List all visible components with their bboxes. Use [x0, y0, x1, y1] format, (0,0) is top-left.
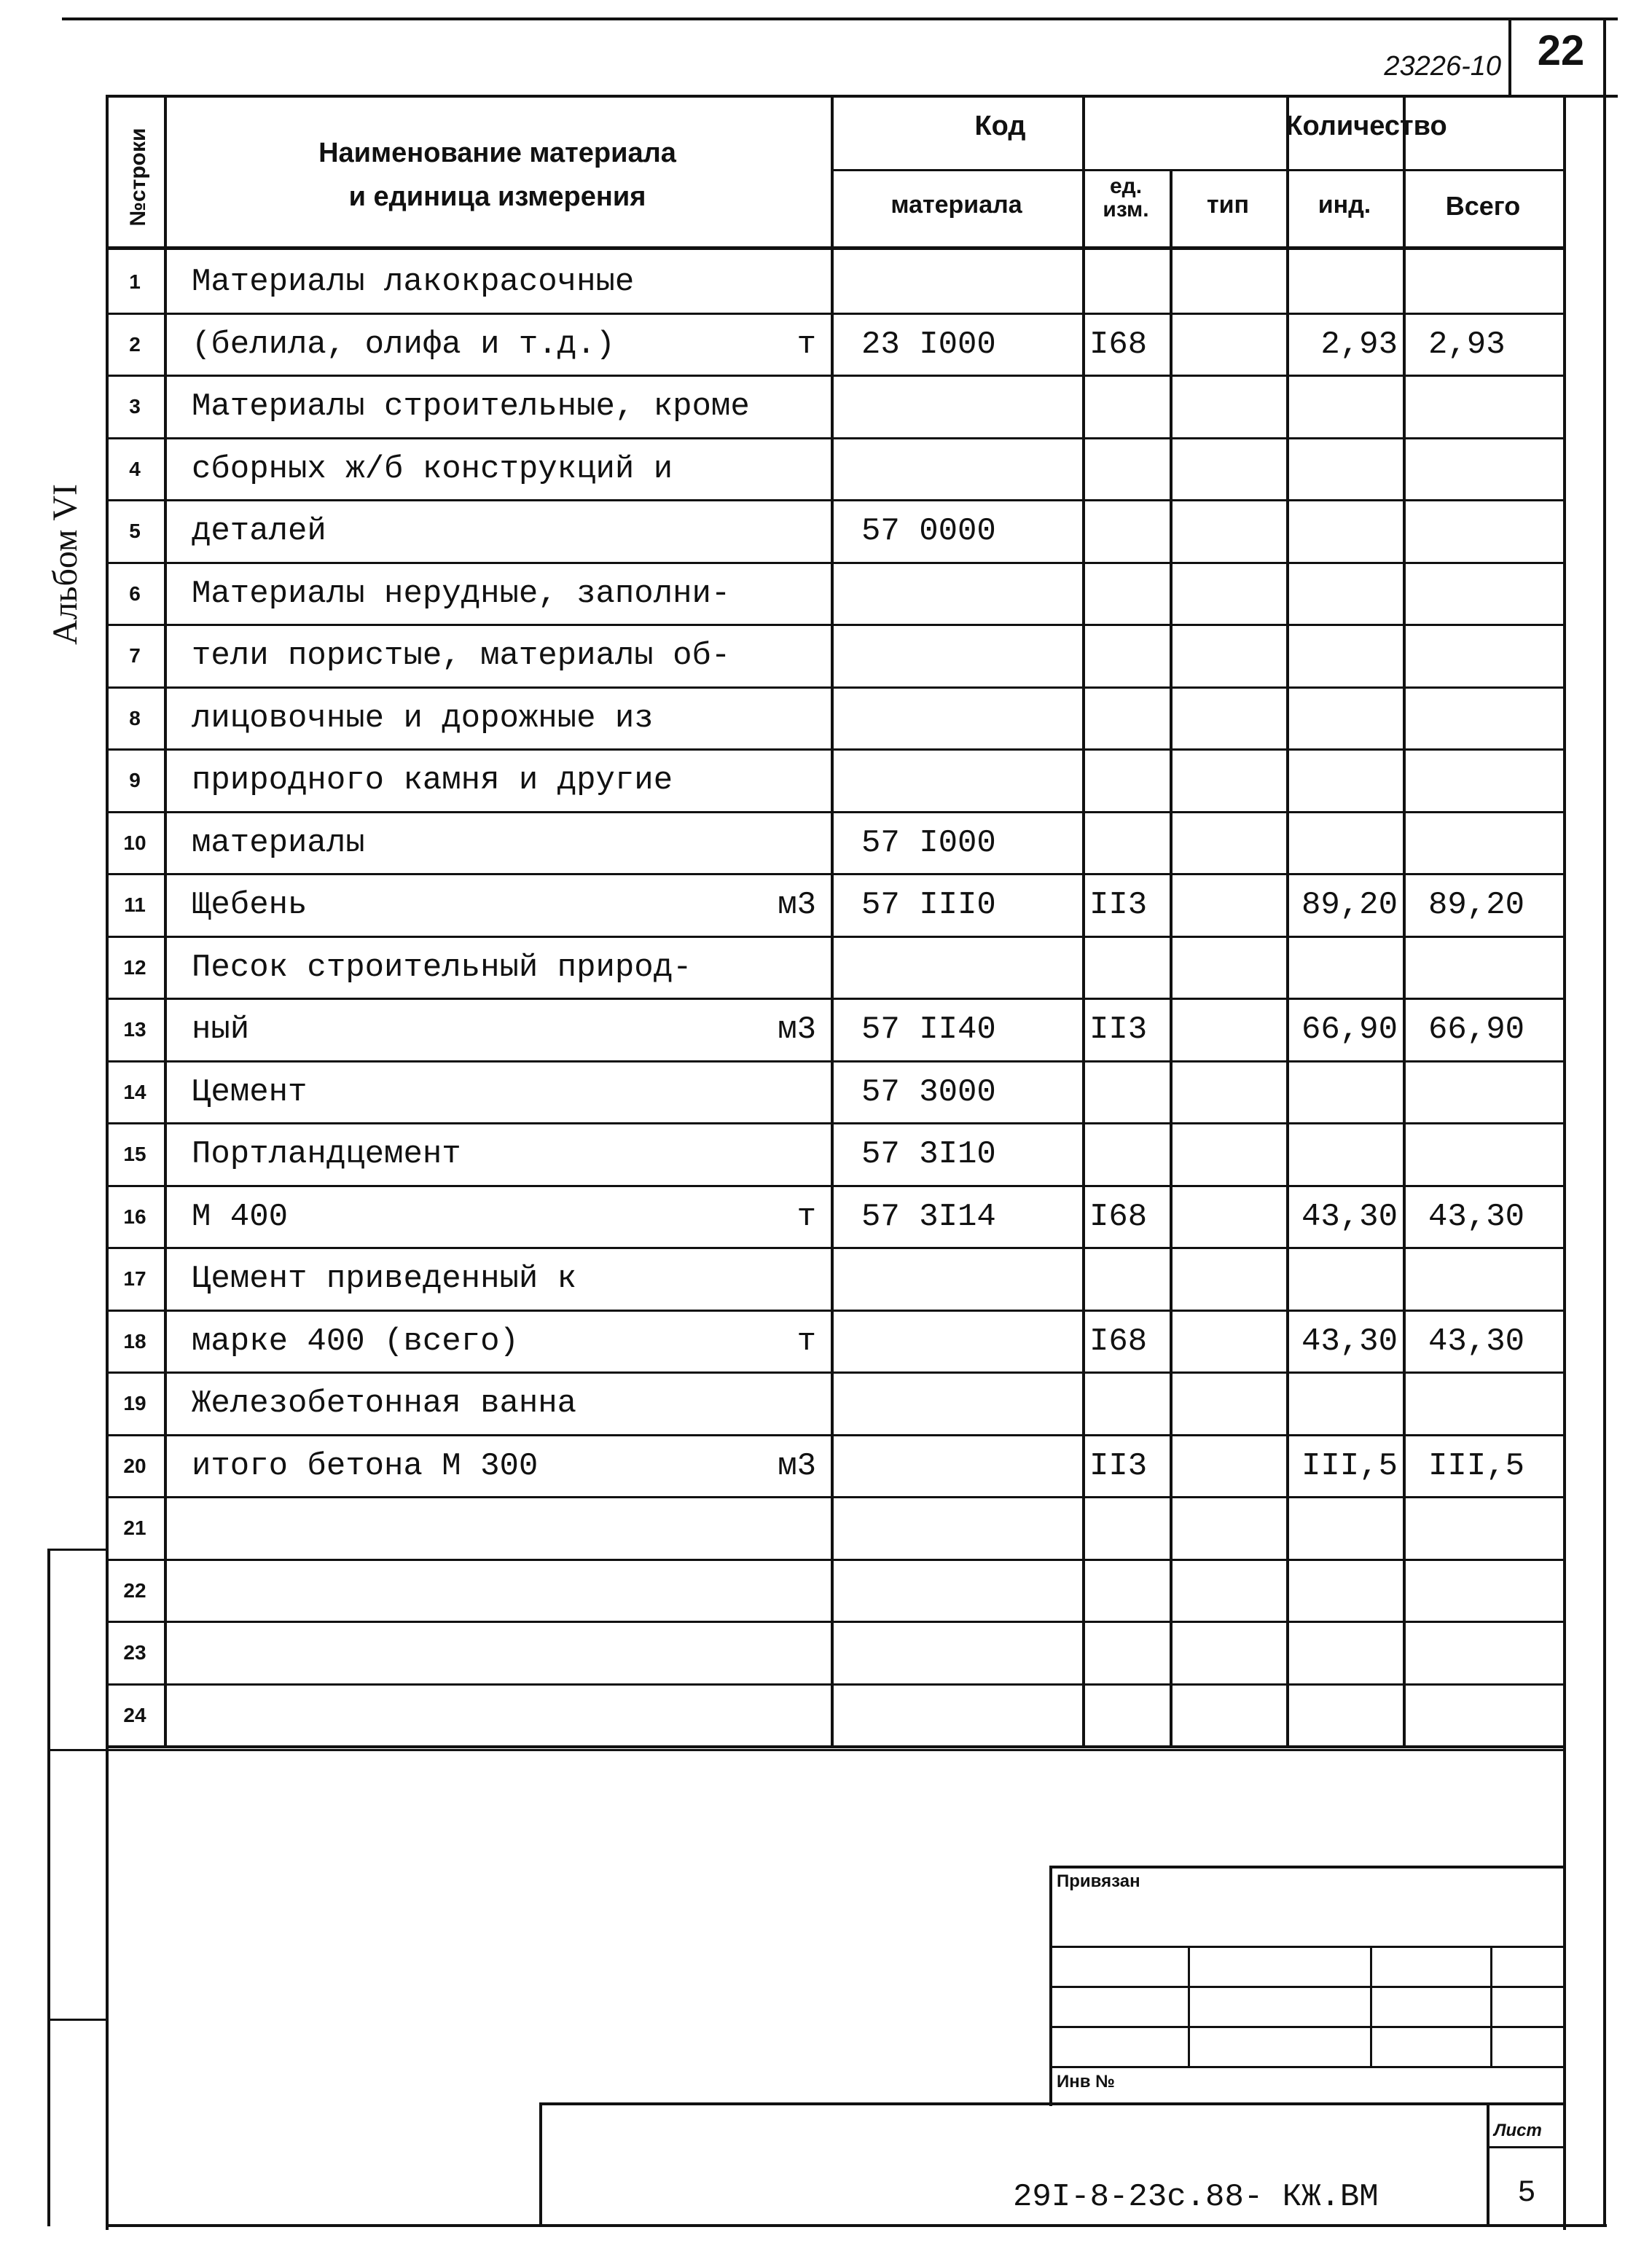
row-separator — [106, 562, 1563, 564]
row-number: 15 — [123, 1143, 146, 1165]
quantity-individual: 89,20 — [1301, 887, 1398, 923]
material-code: 57 I000 — [861, 824, 996, 861]
unit-code: II3 — [1089, 1447, 1148, 1484]
quantity-total: 89,20 — [1428, 887, 1525, 923]
material-name: Материалы строительные, кроме — [192, 388, 750, 425]
stamp-left — [539, 2102, 542, 2226]
row-number: 2 — [129, 332, 141, 356]
unit-code: II3 — [1089, 1011, 1148, 1048]
unit-of-measure: т — [796, 326, 816, 363]
row-separator — [106, 1122, 1563, 1124]
tied-label: Привязан — [1057, 1871, 1140, 1891]
row-number: 8 — [129, 706, 141, 729]
material-name: природного камня и другие — [192, 762, 673, 799]
material-name: лицовочные и дорожные из — [192, 700, 654, 737]
row-separator — [106, 1496, 1563, 1498]
header-unit: ед. изм. — [1103, 174, 1149, 222]
row-number: 17 — [123, 1267, 146, 1290]
row-separator — [106, 1060, 1563, 1063]
tied-col3 — [1490, 1946, 1492, 2066]
row-number: 5 — [129, 520, 141, 542]
row-separator — [106, 873, 1563, 875]
row-separator — [106, 1185, 1563, 1187]
material-code: 57 II40 — [861, 1011, 996, 1048]
tied-col2 — [1370, 1946, 1372, 2066]
material-name: М 400 — [192, 1198, 289, 1235]
unit-of-measure: т — [796, 1198, 816, 1235]
table-bottom-border — [106, 1745, 1563, 1748]
header-ind: инд. — [1318, 191, 1371, 219]
unit-code: I68 — [1089, 1198, 1148, 1235]
material-name: марке 400 (всего) — [192, 1323, 519, 1360]
row-separator — [106, 998, 1563, 1000]
material-code: 57 3I14 — [861, 1198, 996, 1235]
row-separator — [106, 686, 1563, 689]
tied-row1 — [1052, 1946, 1566, 1948]
sheet-label: Лист — [1494, 2121, 1542, 2140]
row-number: 1 — [129, 270, 141, 293]
row-separator — [106, 1434, 1563, 1436]
quantity-individual: III,5 — [1301, 1447, 1398, 1484]
header-mid-border — [831, 169, 1563, 171]
row-number: 3 — [129, 395, 141, 418]
row-separator — [106, 1683, 1563, 1686]
material-code: 57 3000 — [861, 1073, 996, 1111]
row-number: 13 — [123, 1018, 146, 1041]
row-number: 21 — [123, 1517, 146, 1539]
row-separator — [106, 375, 1563, 377]
header-bottom-border — [106, 246, 1563, 250]
page-box-left — [1508, 17, 1511, 98]
material-name: Цемент — [192, 1073, 308, 1111]
row-separator — [106, 313, 1563, 315]
document-reference: 23226-10 — [1384, 51, 1501, 82]
unit-code: I68 — [1089, 1323, 1148, 1360]
unit-of-measure: т — [796, 1323, 816, 1360]
top-rule — [62, 17, 1618, 20]
unit-col-line — [1170, 169, 1173, 1745]
material-name: (белила, олифа и т.д.) — [192, 326, 615, 363]
row-number: 12 — [123, 955, 146, 979]
quantity-total: 2,93 — [1428, 326, 1506, 363]
unit-code: II3 — [1089, 887, 1148, 923]
row-separator — [106, 811, 1563, 813]
frame-right — [1563, 95, 1566, 2230]
material-name: деталей — [192, 513, 326, 549]
row-number: 22 — [123, 1578, 146, 1602]
row-separator — [106, 1310, 1563, 1312]
row-separator — [106, 1247, 1563, 1249]
unit-of-measure: м3 — [778, 1011, 816, 1048]
outer-right-border — [1603, 17, 1606, 2226]
header-type: тип — [1206, 191, 1250, 219]
binding-strip-top — [47, 1549, 109, 1551]
material-code: 57 0000 — [861, 513, 996, 549]
row-separator — [106, 936, 1563, 938]
unit-code: I68 — [1089, 326, 1148, 363]
sheet-box-divider — [1489, 2146, 1566, 2148]
quantity-individual: 2,93 — [1320, 326, 1398, 363]
header-name: Наименование материала и единица измерения — [318, 138, 676, 212]
tied-row4 — [1052, 2066, 1566, 2068]
unit-of-measure: м3 — [778, 1447, 816, 1484]
row-number: 23 — [123, 1641, 146, 1664]
material-name: Железобетонная ванна — [192, 1385, 577, 1422]
row-separator — [106, 499, 1563, 501]
tied-row2 — [1052, 1986, 1566, 1988]
row-number: 7 — [129, 644, 141, 667]
header-material: материала — [890, 191, 1022, 219]
material-code: 57 III0 — [861, 887, 996, 923]
row-separator — [106, 1559, 1563, 1561]
unit-of-measure: м3 — [778, 887, 816, 923]
material-name: сборных ж/б конструкций и — [192, 450, 673, 488]
tied-col1 — [1188, 1946, 1190, 2066]
stamp-top — [539, 2102, 1566, 2105]
row-separator — [106, 624, 1563, 626]
title-divider — [106, 1749, 1566, 1751]
row-number: 6 — [129, 582, 141, 605]
material-name: Материалы нерудные, заполни- — [192, 575, 731, 612]
material-name: ный — [192, 1011, 250, 1048]
material-code: 23 I000 — [861, 326, 996, 363]
binding-strip-mid1 — [47, 1749, 109, 1751]
row-number: 9 — [129, 769, 141, 791]
binding-strip-left — [47, 1549, 50, 2226]
quantity-total: III,5 — [1428, 1447, 1525, 1484]
tied-row3 — [1052, 2026, 1566, 2028]
material-name: Портландцемент — [192, 1136, 461, 1173]
quantity-individual: 43,30 — [1301, 1198, 1398, 1235]
row-number: 14 — [123, 1080, 146, 1103]
row-number: 19 — [123, 1392, 146, 1414]
tied-box-top — [1049, 1866, 1566, 1868]
material-name: тели пористые, материалы об- — [192, 638, 731, 674]
album-label: Альбом VI — [46, 483, 85, 645]
header-total: Всего — [1445, 191, 1521, 221]
quantity-total: 66,90 — [1428, 1011, 1525, 1048]
material-name: Щебень — [192, 887, 308, 923]
frame-left — [106, 95, 109, 2230]
sheet-number: 5 — [1517, 2175, 1536, 2210]
material-code: 57 3I10 — [861, 1136, 996, 1173]
header-code: Код — [974, 111, 1026, 141]
quantity-individual: 43,30 — [1301, 1323, 1398, 1360]
sheet-box-left — [1487, 2102, 1489, 2226]
material-name: Материалы лакокрасочные — [192, 264, 635, 300]
binding-strip-mid2 — [47, 2019, 109, 2021]
row-separator — [106, 1621, 1563, 1623]
material-name: материалы — [192, 824, 365, 861]
row-number: 4 — [129, 457, 141, 480]
quantity-individual: 66,90 — [1301, 1011, 1398, 1048]
bottom-rule — [106, 2224, 1607, 2227]
page-number: 22 — [1537, 27, 1585, 74]
row-separator — [106, 1371, 1563, 1374]
header-quantity: Количество — [1285, 111, 1447, 141]
row-number: 18 — [123, 1329, 146, 1353]
material-name: итого бетона М 300 — [192, 1447, 539, 1484]
row-number: 20 — [123, 1454, 146, 1477]
table-top-border — [106, 95, 1563, 98]
row-number: 11 — [124, 893, 146, 916]
header-row-number: №строки — [126, 128, 150, 227]
quantity-total: 43,30 — [1428, 1323, 1525, 1360]
material-name: Песок строительный природ- — [192, 949, 692, 986]
drawing-designation: 29I-8-23с.88- КЖ.ВМ — [1013, 2179, 1379, 2215]
quantity-total: 43,30 — [1428, 1198, 1525, 1235]
row-number: 16 — [123, 1205, 146, 1228]
row-number: 10 — [123, 831, 146, 854]
material-name: Цемент приведенный к — [192, 1261, 577, 1297]
inventory-label: Инв № — [1057, 2072, 1115, 2091]
row-number: 24 — [123, 1703, 146, 1726]
row-separator — [106, 437, 1563, 439]
row-separator — [106, 748, 1563, 751]
